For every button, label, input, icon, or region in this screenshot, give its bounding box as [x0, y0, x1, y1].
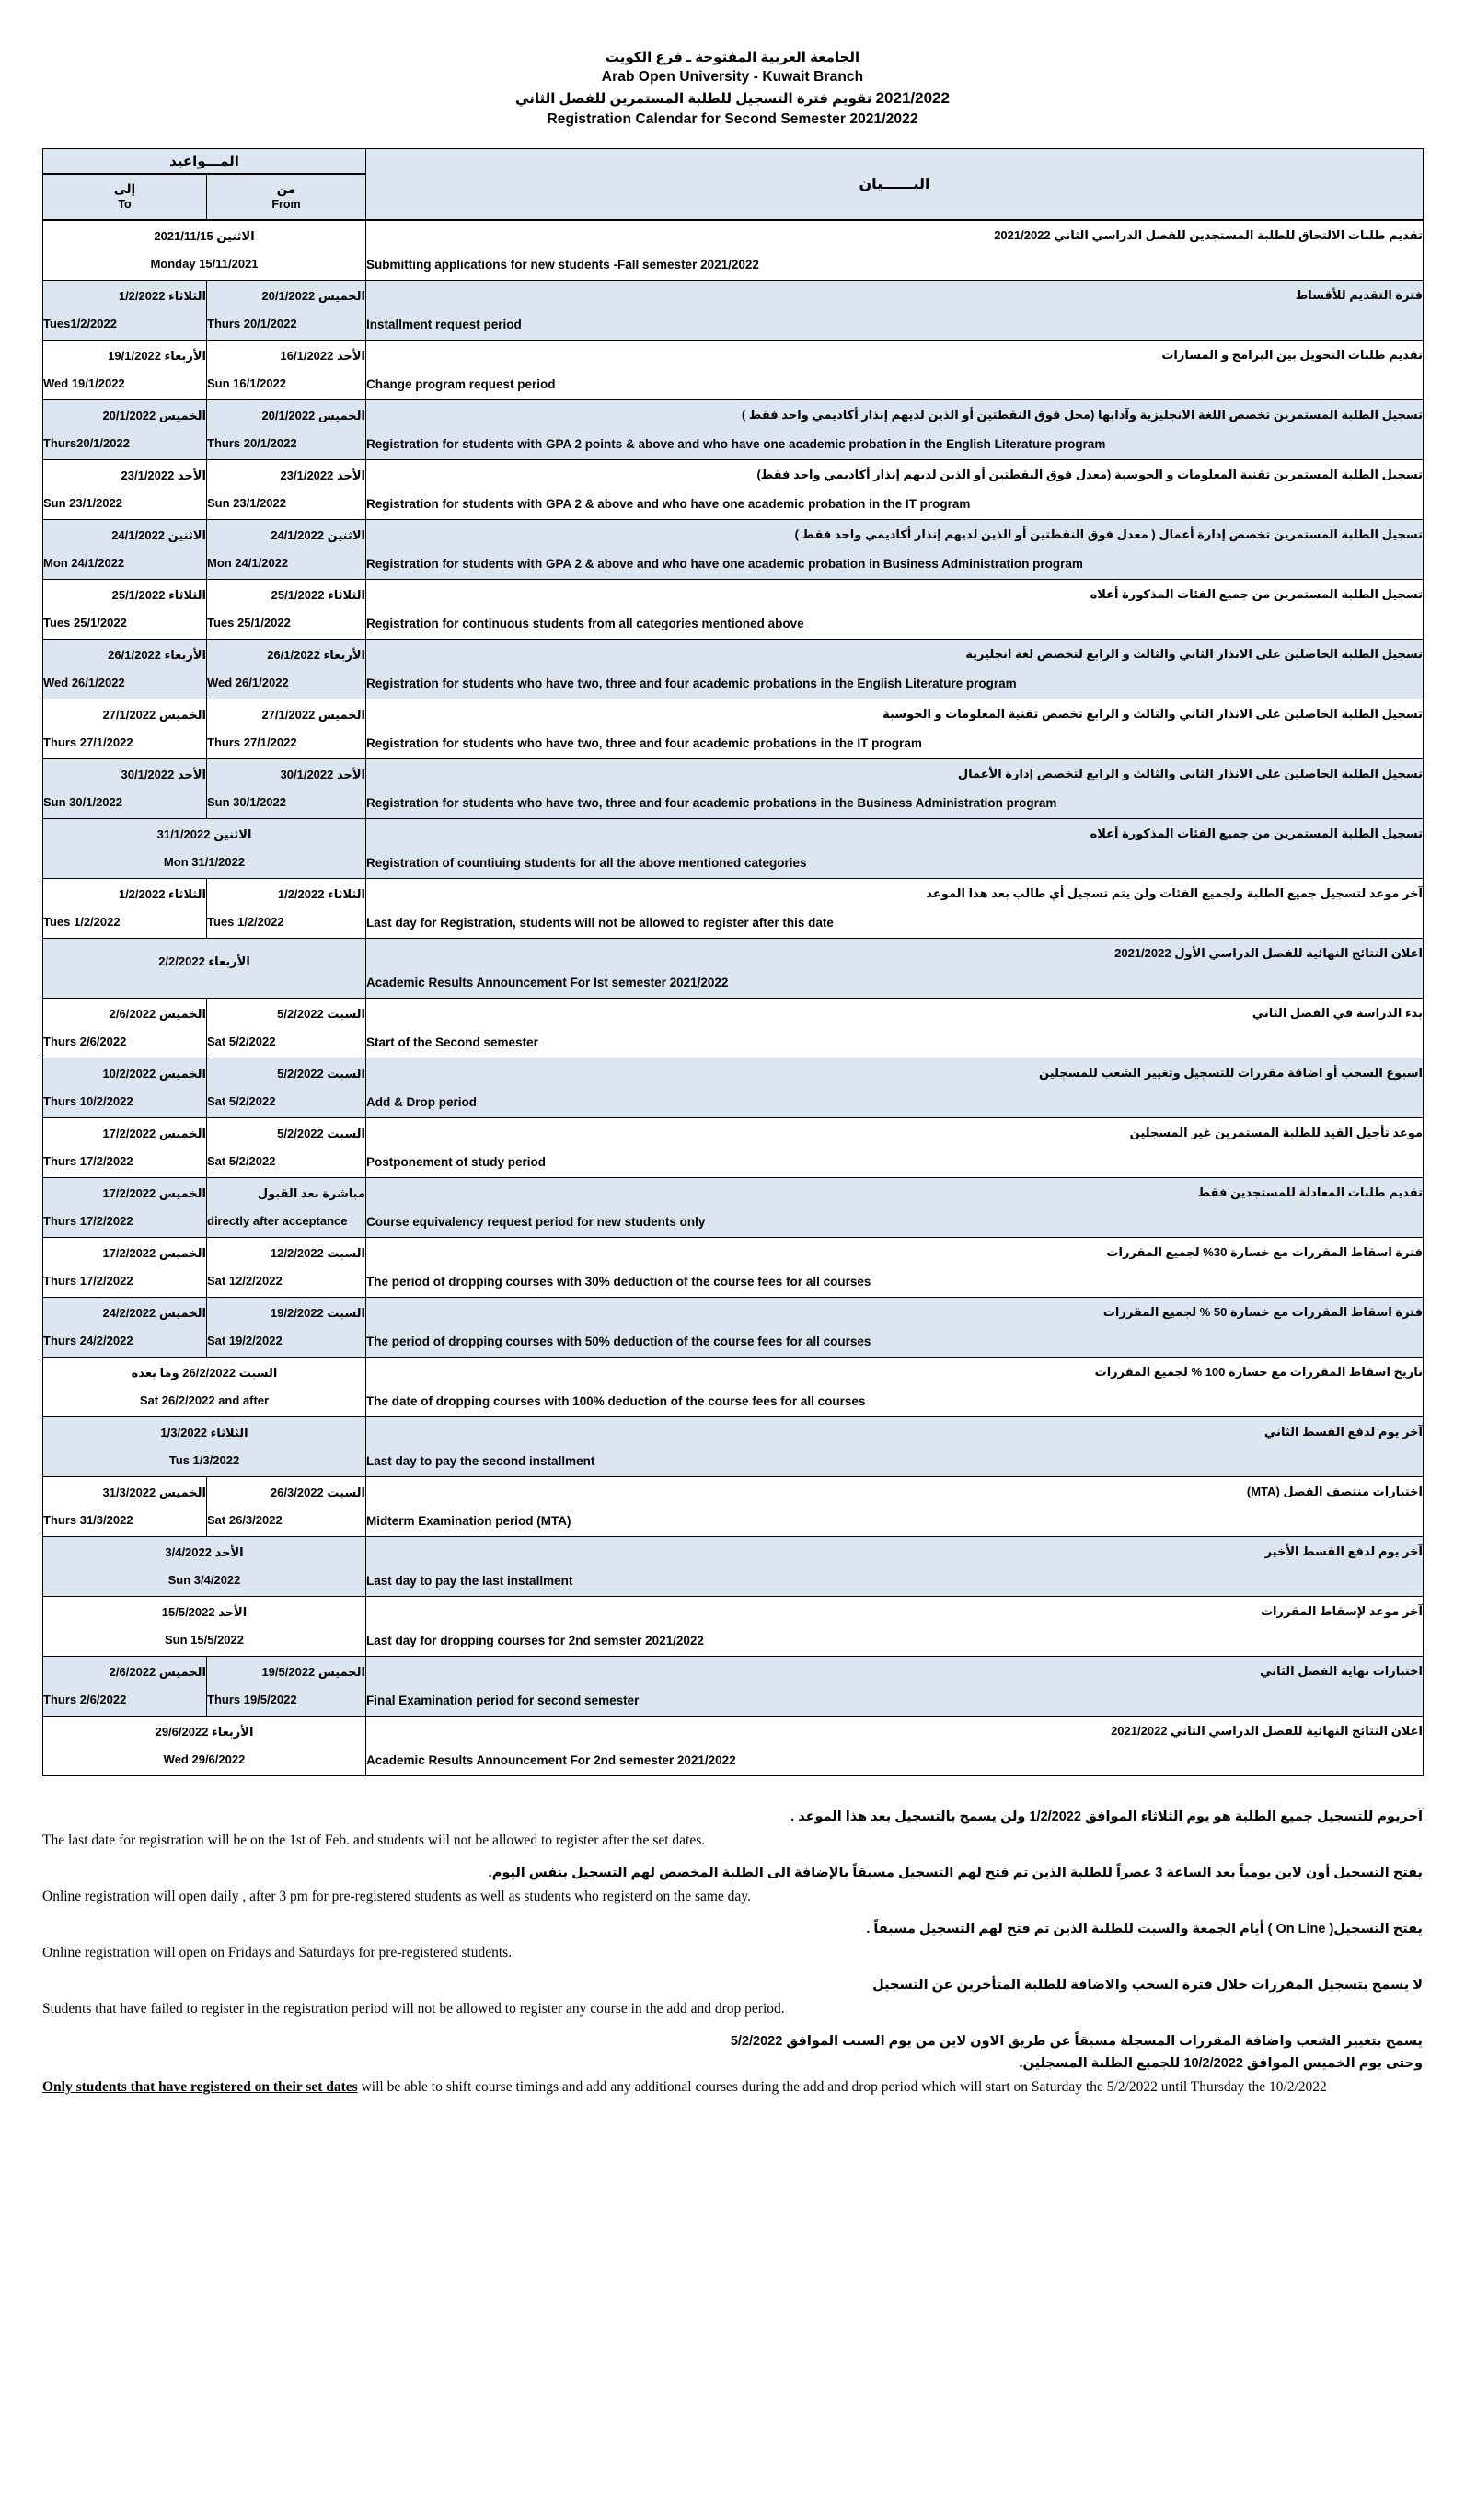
cell-description-english: Change program request period [366, 377, 556, 392]
cell-date-range [43, 1358, 366, 1417]
cell-description-arabic: بدء الدراسة في الفصل الثاني [1252, 1006, 1424, 1021]
header-title-year: 2021/2022 [875, 89, 950, 108]
cell-date-from-arabic: السبت 5/2/2022 [277, 1066, 366, 1081]
cell-date-english: Mon 31/1/2022 [163, 855, 246, 870]
cell-date-arabic: الأحد 3/4/2022 [165, 1544, 244, 1559]
cell-date-to-arabic: الأحد 30/1/2022 [121, 767, 206, 781]
cell-date-from [207, 1657, 366, 1717]
table-row [43, 580, 1424, 640]
cell-date-to-english: Thurs 2/6/2022 [43, 1035, 127, 1049]
cell-date-range [43, 1597, 366, 1657]
cell-date-from [207, 281, 366, 341]
footer-notes [42, 1808, 1423, 2098]
table-row [43, 1058, 1424, 1118]
table-row [43, 939, 1424, 999]
cell-date-from-english: Sat 19/2/2022 [207, 1334, 283, 1348]
cell-date-from-arabic: الخميس 27/1/2022 [261, 707, 366, 722]
cell-date-from-english: Sat 5/2/2022 [207, 1035, 276, 1049]
cell-description [366, 819, 1424, 879]
cell-date-to-arabic: الخميس 10/2/2022 [102, 1066, 206, 1081]
cell-description-english: Registration for continuous students from all categories mentioned above [366, 617, 804, 631]
cell-date-to-arabic: الثلاثاء 1/2/2022 [118, 288, 206, 303]
table-row [43, 1477, 1424, 1537]
cell-description-arabic: اختبارات نهاية الفصل الثاني [1260, 1664, 1424, 1679]
cell-date-from-arabic: الثلاثاء 1/2/2022 [277, 886, 366, 901]
cell-date-range [43, 1717, 366, 1776]
table-row [43, 460, 1424, 520]
cell-date-to-english: Sun 30/1/2022 [43, 795, 122, 810]
table-row [43, 1657, 1424, 1717]
cell-date-from-english: Thurs 27/1/2022 [207, 735, 297, 750]
cell-date-from-arabic: الأحد 16/1/2022 [280, 348, 366, 363]
footer-note-english [42, 2076, 1423, 2098]
table-row [43, 879, 1424, 939]
cell-description [366, 1178, 1424, 1238]
cell-date-english: Sun 3/4/2022 [167, 1573, 241, 1588]
cell-date-arabic: السبت 26/2/2022 وما بعده [131, 1365, 278, 1380]
footer-note-arabic: وحتى يوم الخميس الموافق 10/2/2022 للجميع الطلبة المسجلين. [1019, 2056, 1423, 2072]
cell-date-to [43, 640, 207, 699]
cell-date-from-english: directly after acceptance [207, 1214, 348, 1229]
cell-description-arabic: تسجيل الطلبة الحاصلين على الانذار الثاني والثالث و الرابع لتخصص لغة انجليزية [965, 647, 1424, 662]
cell-date-from-arabic: الخميس 20/1/2022 [261, 288, 366, 303]
cell-date-from-english: Tues 1/2/2022 [207, 915, 284, 930]
cell-date-to-english: Mon 24/1/2022 [43, 556, 125, 571]
cell-date-to-arabic: الخميس 27/1/2022 [102, 707, 206, 722]
table-row [43, 1597, 1424, 1657]
cell-date-from-arabic: السبت 12/2/2022 [270, 1245, 366, 1260]
cell-date-from-arabic: السبت 5/2/2022 [277, 1006, 366, 1021]
cell-date-from-english: Mon 24/1/2022 [207, 556, 289, 571]
cell-description [366, 520, 1424, 580]
cell-date-from [207, 879, 366, 939]
cell-description-arabic: اعلان النتائج النهائية للفصل الدراسي الثاني 2021/2022 [1111, 1724, 1424, 1739]
cell-description [366, 1058, 1424, 1118]
cell-description [366, 1597, 1424, 1657]
cell-date-to [43, 879, 207, 939]
header-title-english: Registration Calendar for Second Semester 2021/2022 [547, 111, 918, 128]
cell-description-english: Registration of countiuing students for all the above mentioned categories [366, 856, 807, 871]
cell-description [366, 640, 1424, 699]
cell-date-arabic: الأحد 15/5/2022 [161, 1604, 248, 1619]
cell-date-to [43, 999, 207, 1058]
cell-date-to [43, 1178, 207, 1238]
cell-date-to [43, 281, 207, 341]
cell-description-english: Installment request period [366, 318, 522, 332]
header-col-to-arabic: إلى [113, 182, 136, 197]
cell-date-to-arabic: الثلاثاء 1/2/2022 [118, 886, 206, 901]
cell-date-to-english: Sun 23/1/2022 [43, 496, 122, 511]
cell-description-arabic: تاريخ اسقاط المقررات مع خسارة 100 % لجميع المقررات [1094, 1365, 1424, 1380]
cell-date-english: Sat 26/2/2022 and after [139, 1393, 270, 1408]
cell-date-from [207, 1058, 366, 1118]
cell-description-arabic: اسبوع السحب أو اضافة مقررات للتسجيل وتغيير الشعب للمسجلين [1039, 1066, 1424, 1081]
cell-date-from-english: Sat 5/2/2022 [207, 1094, 276, 1109]
cell-date-from [207, 640, 366, 699]
cell-date-to-english: Thurs 10/2/2022 [43, 1094, 133, 1109]
cell-description-arabic: تسجيل الطلبة المستمرين من جميع الفئات المذكورة أعلاه [1090, 587, 1424, 602]
cell-description-arabic: تسجيل الطلبة الحاصلين على الانذار الثاني والثالث و الرابع تخصص تقنية المعلومات و الحوسبة [882, 707, 1424, 722]
cell-description-arabic: آخر موعد لإسقاط المقررات [1260, 1604, 1424, 1619]
table-row [43, 1238, 1424, 1298]
table-row [43, 1717, 1424, 1776]
cell-date-to-english: Wed 19/1/2022 [43, 376, 125, 391]
cell-date-to-arabic: الخميس 20/1/2022 [102, 408, 206, 422]
cell-date-from [207, 1298, 366, 1358]
cell-description-arabic: تقديم طلبات الالتحاق للطلبة المستجدين للفصل الدراسي الثاني 2021/2022 [994, 228, 1424, 243]
cell-date-english: Tus 1/3/2022 [168, 1453, 240, 1468]
cell-date-to [43, 1477, 207, 1537]
cell-description-arabic: موعد تأجيل القيد للطلبة المستمرين غير المسجلين [1129, 1126, 1424, 1140]
footer-note-arabic: آخريوم للتسجيل جميع الطلبة هو يوم الثلاثاء الموافق 1/2/2022 ولن يسمح بالتسجيل بعد هذا الموعد . [790, 1809, 1423, 1825]
table-row [43, 759, 1424, 819]
cell-description-english: Last day for dropping courses for 2nd semster 2021/2022 [366, 1634, 704, 1648]
cell-date-from-arabic: الثلاثاء 25/1/2022 [271, 587, 366, 602]
cell-date-arabic: الاثنين 31/1/2022 [156, 827, 252, 841]
cell-description [366, 699, 1424, 759]
cell-description-english: Last day for Registration, students will not be allowed to register after this date [366, 916, 834, 931]
cell-date-from-english: Sat 12/2/2022 [207, 1274, 283, 1289]
header-dates-group: المـــواعيد [43, 149, 366, 175]
cell-description-english: The period of dropping courses with 50% deduction of the course fees for all courses [366, 1335, 871, 1349]
cell-description [366, 1717, 1424, 1776]
cell-date-from-english: Sun 23/1/2022 [207, 496, 286, 511]
cell-description-english: Registration for students who have two, three and four academic probations in the English Literature program [366, 676, 1017, 691]
cell-date-english: Monday 15/11/2021 [150, 257, 259, 272]
cell-date-to-arabic: الخميس 17/2/2022 [102, 1245, 206, 1260]
cell-description [366, 1238, 1424, 1298]
cell-description-arabic: آخر يوم لدفع القسط الأخير [1264, 1544, 1424, 1559]
table-row [43, 1298, 1424, 1358]
cell-date-arabic: الأربعاء 29/6/2022 [155, 1724, 254, 1739]
cell-date-to-english: Tues 25/1/2022 [43, 616, 127, 630]
cell-description [366, 1118, 1424, 1178]
cell-date-to-english: Tues 1/2/2022 [43, 915, 121, 930]
cell-date-from-english: Wed 26/1/2022 [207, 676, 289, 690]
table-row [43, 999, 1424, 1058]
cell-date-arabic: الاثنين 2021/11/15 [154, 228, 255, 243]
cell-date-from-english: Sat 26/3/2022 [207, 1513, 283, 1528]
footer-note-english: Online registration will open daily , after 3 pm for pre-registered students as well as students who registerd on the same day. [42, 1889, 751, 1905]
cell-description-arabic: اختبارات منتصف الفصل (MTA) [1246, 1485, 1424, 1499]
calendar-table-wrapper [42, 148, 1423, 1776]
cell-description [366, 879, 1424, 939]
cell-date-from-english: Sun 16/1/2022 [207, 376, 286, 391]
cell-description [366, 1417, 1424, 1477]
cell-description [366, 1298, 1424, 1358]
registration-calendar-table [42, 148, 1424, 1776]
cell-description [366, 400, 1424, 460]
cell-description-arabic: تسجيل الطلبة المستمرين تقنية المعلومات و الحوسبة (معدل فوق النقطتين أو الذين لديهم إنذار أكاديمي واحد فقط) [756, 468, 1424, 482]
cell-date-english: Sun 15/5/2022 [165, 1633, 244, 1647]
cell-date-from [207, 999, 366, 1058]
cell-description-english: Midterm Examination period (MTA) [366, 1514, 571, 1529]
header-description-group: البــــــيان [366, 149, 1424, 221]
cell-description [366, 341, 1424, 400]
header-university-arabic: الجامعة العربية المفتوحة ـ فرع الكويت [605, 50, 860, 65]
cell-description-english: Registration for students with GPA 2 & above and who have one academic probation in Business Administration program [366, 557, 1083, 572]
cell-date-to-english: Thurs 17/2/2022 [43, 1154, 133, 1169]
cell-description-arabic: تسجيل الطلبة الحاصلين على الانذار الثاني والثالث و الرابع لتخصص إدارة الأعمال [957, 767, 1424, 781]
cell-date-to [43, 1118, 207, 1178]
cell-description-english: The date of dropping courses with 100% deduction of the course fees for all courses [366, 1394, 866, 1409]
cell-date-from [207, 759, 366, 819]
cell-date-to-arabic: الأحد 23/1/2022 [121, 468, 206, 482]
cell-date-from-english: Tues 25/1/2022 [207, 616, 291, 630]
table-row [43, 1178, 1424, 1238]
footer-note-arabic: لا يسمح بتسجيل المقررات خلال فترة السحب والاضافة للطلبة المتأخرين عن التسجيل [872, 1978, 1423, 1994]
footer-note-arabic: يسمح بتغيير الشعب واضافة المقررات المسجلة مسبقاً عن طريق الاون لاين من يوم السبت الموافق 5/2/2022 [730, 2034, 1423, 2050]
cell-description [366, 999, 1424, 1058]
cell-date-from-arabic: السبت 5/2/2022 [277, 1126, 366, 1140]
cell-description [366, 580, 1424, 640]
cell-date-from-english: Sat 5/2/2022 [207, 1154, 276, 1169]
table-row [43, 699, 1424, 759]
cell-date-from-arabic: الأحد 23/1/2022 [280, 468, 366, 482]
cell-date-to [43, 341, 207, 400]
cell-description-english: Start of the Second semester [366, 1035, 538, 1050]
footer-note-arabic: يفتح التسجيل أون لاين يومياً بعد الساعة 3 عصراً للطلبة الذين تم فتح لهم التسجيل مسبقاً بالإضافة الى الطلبة المخصص لهم التسجيل بنفس اليوم. [488, 1866, 1423, 1881]
cell-date-to-arabic: الخميس 31/3/2022 [102, 1485, 206, 1499]
cell-date-to-arabic: الاثنين 24/1/2022 [111, 527, 206, 542]
table-head [43, 149, 1424, 221]
cell-description-english: The period of dropping courses with 30% deduction of the course fees for all courses [366, 1275, 871, 1289]
cell-description [366, 939, 1424, 999]
cell-date-to [43, 580, 207, 640]
cell-date-to-arabic: الخميس 2/6/2022 [109, 1006, 206, 1021]
header-col-from-english: From [271, 198, 301, 212]
cell-date-to-arabic: الخميس 17/2/2022 [102, 1126, 206, 1140]
header-col-to-english: To [118, 198, 132, 212]
cell-date-from-english: Thurs 20/1/2022 [207, 317, 297, 331]
cell-date-from [207, 1238, 366, 1298]
cell-date-to [43, 520, 207, 580]
cell-date-to [43, 1298, 207, 1358]
cell-description-english: Postponement of study period [366, 1155, 547, 1170]
table-row [43, 1118, 1424, 1178]
cell-description-english: Last day to pay the last installment [366, 1574, 573, 1589]
cell-date-from [207, 699, 366, 759]
cell-description-english: Course equivalency request period for new students only [366, 1215, 706, 1230]
table-row [43, 1417, 1424, 1477]
header-title-arabic [0, 87, 1465, 110]
footer-note-english-text: will be able to shift course timings and add any additional courses during the add and drop period which will start on Saturday the 5/2/2022 until Thursday the 10/2/2022 [357, 2078, 1327, 2095]
cell-date-from-arabic: الأحد 30/1/2022 [280, 767, 366, 781]
header-university-english: Arab Open University - Kuwait Branch [601, 69, 864, 86]
cell-date-range [43, 220, 366, 281]
cell-date-to-arabic: الخميس 17/2/2022 [102, 1185, 206, 1200]
cell-date-to [43, 1238, 207, 1298]
cell-date-from-arabic: الاثنين 24/1/2022 [271, 527, 366, 542]
cell-date-from [207, 580, 366, 640]
cell-date-from-arabic: السبت 19/2/2022 [270, 1305, 366, 1320]
cell-date-arabic: الثلاثاء 1/3/2022 [160, 1425, 248, 1439]
header-col-from [207, 174, 366, 220]
cell-description [366, 460, 1424, 520]
cell-description-english: Submitting applications for new students -Fall semester 2021/2022 [366, 258, 759, 272]
cell-date-from-arabic: الخميس 20/1/2022 [261, 408, 366, 422]
footer-note-arabic: يفتح التسجيل( On Line ) أيام الجمعة والسبت للطلبة الذين تم فتح لهم التسجيل مسبقاً . [866, 1922, 1423, 1937]
cell-description-english: Registration for students who have two, three and four academic probations in the IT program [366, 736, 922, 751]
cell-description-arabic: فترة اسقاط المقررات مع خسارة 50 % لجميع المقررات [1102, 1305, 1424, 1320]
cell-description-arabic: فترة التقديم للأقساط [1295, 288, 1424, 303]
cell-description [366, 1537, 1424, 1597]
cell-date-from [207, 1178, 366, 1238]
cell-description-english: Academic Results Announcement For 2nd semester 2021/2022 [366, 1753, 736, 1768]
header-col-to [43, 174, 207, 220]
cell-description [366, 1477, 1424, 1537]
cell-date-from-english: Sun 30/1/2022 [207, 795, 286, 810]
cell-description [366, 1657, 1424, 1717]
footer-note-english: The last date for registration will be on the 1st of Feb. and students will not be allowed to register after the set dates. [42, 1832, 706, 1849]
table-body [43, 220, 1424, 1776]
table-row [43, 1358, 1424, 1417]
cell-date-to-english: Thurs 2/6/2022 [43, 1693, 127, 1707]
cell-description-english: Final Examination period for second semester [366, 1693, 640, 1708]
cell-date-to-english: Thurs 27/1/2022 [43, 735, 133, 750]
cell-date-to [43, 759, 207, 819]
cell-description [366, 1358, 1424, 1417]
cell-description-arabic: فترة اسقاط المقررات مع خسارة 30% لجميع المقررات [1106, 1245, 1424, 1260]
cell-date-arabic: الأربعاء 2/2/2022 [158, 954, 250, 968]
cell-date-to-english: Thurs 17/2/2022 [43, 1274, 133, 1289]
cell-date-to-arabic: الخميس 2/6/2022 [109, 1664, 206, 1679]
cell-date-range [43, 939, 366, 999]
cell-description-arabic: آخر يوم لدفع القسط الثاني [1263, 1425, 1424, 1439]
cell-description [366, 220, 1424, 281]
cell-description-arabic: تقديم طلبات المعادلة للمستجدين فقط [1197, 1185, 1424, 1200]
cell-date-from [207, 520, 366, 580]
cell-date-to [43, 1058, 207, 1118]
cell-date-to-arabic: الثلاثاء 25/1/2022 [111, 587, 206, 602]
cell-date-to-arabic: الأربعاء 19/1/2022 [108, 348, 206, 363]
table-row [43, 819, 1424, 879]
cell-date-range [43, 819, 366, 879]
cell-description-arabic: تقديم طلبات التحويل بين البرامج و المسارات [1161, 348, 1424, 363]
document-header [0, 0, 1465, 130]
cell-date-from-arabic: الخميس 19/5/2022 [261, 1664, 366, 1679]
cell-date-to-english: Tues1/2/2022 [43, 317, 117, 331]
cell-date-from-arabic: السبت 26/3/2022 [270, 1485, 366, 1499]
cell-date-to-arabic: الأربعاء 26/1/2022 [108, 647, 206, 662]
table-row [43, 640, 1424, 699]
cell-date-from-arabic: مباشرة بعد القبول [257, 1185, 366, 1200]
cell-date-to-english: Thurs 24/2/2022 [43, 1334, 133, 1348]
cell-description-arabic: تسجيل الطلبة المستمرين تخصص إدارة أعمال ( معدل فوق النقطتين أو الذين لديهم إنذار أكاديمي واحد فقط ) [794, 527, 1424, 542]
footer-note-english: Online registration will open on Fridays and Saturdays for pre-registered students. [42, 1945, 513, 1961]
table-row [43, 281, 1424, 341]
cell-description-english: Last day to pay the second installment [366, 1454, 595, 1469]
cell-description [366, 281, 1424, 341]
cell-date-from-english: Thurs 19/5/2022 [207, 1693, 297, 1707]
footer-note-emphasis: Only students that have registered on their set dates [42, 2078, 358, 2095]
cell-date-from-english: Thurs 20/1/2022 [207, 436, 297, 451]
cell-date-from [207, 1118, 366, 1178]
cell-date-to [43, 460, 207, 520]
header-col-from-arabic: من [276, 182, 296, 197]
table-group-header-row [43, 149, 1424, 175]
cell-date-to [43, 699, 207, 759]
table-row [43, 341, 1424, 400]
cell-date-range [43, 1417, 366, 1477]
cell-date-from [207, 400, 366, 460]
cell-date-from [207, 1477, 366, 1537]
cell-date-english: Wed 29/6/2022 [163, 1752, 246, 1767]
cell-description-english: Registration for students with GPA 2 points & above and who have one academic probation in the English Literature program [366, 437, 1106, 452]
header-title-arabic-text: تقويم فترة التسجيل للطلبة المستمرين للفصل الثاني [515, 91, 872, 108]
table-row [43, 520, 1424, 580]
cell-date-to-arabic: الخميس 24/2/2022 [102, 1305, 206, 1320]
cell-description-english: Add & Drop period [366, 1095, 478, 1110]
cell-description-english: Registration for students with GPA 2 & above and who have one academic probation in the IT program [366, 497, 971, 512]
cell-date-to [43, 400, 207, 460]
cell-date-to-english: Wed 26/1/2022 [43, 676, 125, 690]
table-row [43, 1537, 1424, 1597]
cell-description-arabic: اعلان النتائج النهائية للفصل الدراسي الأول 2021/2022 [1114, 946, 1424, 961]
cell-date-to-english: Thurs 31/3/2022 [43, 1513, 133, 1528]
cell-description-arabic: آخر موعد لتسجيل جميع الطلبة ولجميع الفئات ولن يتم تسجيل أي طالب بعد هذا الموعد [926, 886, 1424, 901]
table-row [43, 400, 1424, 460]
cell-description-arabic: تسجيل الطلبة المستمرين تخصص اللغة الانجليزية وآدابها (محل فوق النقطتين أو الذين لديهم إنذار أكاديمي واحد فقط ) [741, 408, 1424, 422]
cell-description-english: Academic Results Announcement For Ist semester 2021/2022 [366, 976, 729, 990]
cell-date-to [43, 1657, 207, 1717]
cell-description [366, 759, 1424, 819]
cell-date-from-arabic: الأربعاء 26/1/2022 [267, 647, 366, 662]
cell-date-range [43, 1537, 366, 1597]
footer-note-english: Students that have failed to register in the registration period will not be allowed to register any course in the add and drop period. [42, 2001, 785, 2017]
cell-date-from [207, 460, 366, 520]
cell-description-english: Registration for students who have two, three and four academic probations in the Business Administration program [366, 796, 1057, 811]
cell-date-to-english: Thurs 17/2/2022 [43, 1214, 133, 1229]
cell-date-from [207, 341, 366, 400]
table-row [43, 220, 1424, 281]
cell-description-arabic: تسجيل الطلبة المستمرين من جميع الفئات المذكورة أعلاه [1090, 827, 1424, 841]
cell-date-to-english: Thurs20/1/2022 [43, 436, 130, 451]
